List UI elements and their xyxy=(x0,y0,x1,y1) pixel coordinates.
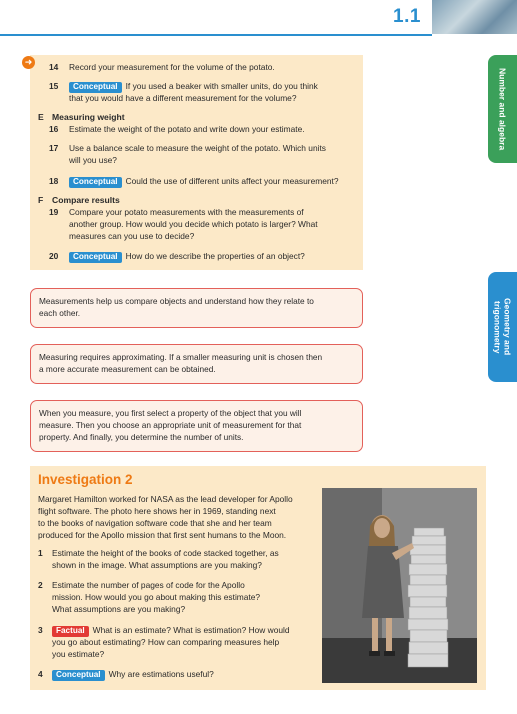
item-number: 1 xyxy=(38,548,43,558)
question-text: Record your measurement for the volume of the potato. xyxy=(69,62,275,72)
question-text: will you use? xyxy=(69,155,117,165)
tab-number-and-algebra[interactable]: Number and algebra xyxy=(488,55,517,163)
investigation-intro: Margaret Hamilton worked for NASA as the lead developer for Apollo xyxy=(38,494,293,504)
question-number: 16 xyxy=(49,124,59,134)
callout-text: Measuring requires approximating. If a smaller measuring unit is chosen then xyxy=(39,352,323,362)
question-number: 15 xyxy=(49,81,59,91)
callout-text: each other. xyxy=(39,308,81,318)
margaret-hamilton-photo xyxy=(322,488,477,683)
tab-geometry-and-trigonometry[interactable]: Geometry and trigonometry xyxy=(488,272,517,382)
item-text: What assumptions are you making? xyxy=(52,604,186,614)
callout-text: property. And finally, you determine the number of units. xyxy=(39,432,244,442)
arrow-icon: ➜ xyxy=(22,56,35,69)
question-text: Compare your potato measurements with the measurements of xyxy=(69,207,304,217)
header-rule xyxy=(0,34,432,36)
section-letter: E xyxy=(38,112,44,122)
section-title: Compare results xyxy=(52,195,120,205)
photo-illustration xyxy=(322,488,477,683)
conceptual-tag: Conceptual xyxy=(69,252,122,263)
question-number: 20 xyxy=(49,251,59,261)
investigation-title: Investigation 2 xyxy=(38,472,133,487)
callout-text: measure. Then you choose an appropriate unit of measurement for that xyxy=(39,420,302,430)
callout-box xyxy=(30,288,363,328)
callout-box xyxy=(30,344,363,384)
item-number: 2 xyxy=(38,580,43,590)
item-text: mission. How would you go about making this estimate? xyxy=(52,592,261,602)
factual-tag: Factual xyxy=(52,626,89,637)
question-text: Estimate the weight of the potato and write down your estimate. xyxy=(69,124,305,134)
item-text: Estimate the number of pages of code for the Apollo xyxy=(52,580,245,590)
item-text: shown in the image. What assumptions are you making? xyxy=(52,560,262,570)
item-text: you go about estimating? How can comparing measures help xyxy=(52,637,280,647)
item-text: Factual What is an estimate? What is estimation? How would xyxy=(52,625,329,637)
header-image xyxy=(432,0,517,34)
callout-text: Measurements help us compare objects and understand how they relate to xyxy=(39,296,314,306)
section-number: 1.1 xyxy=(393,6,421,27)
question-text: another group. How would you decide which potato is larger? What xyxy=(69,219,318,229)
item-text: Conceptual Why are estimations useful? xyxy=(52,669,329,681)
callout-box xyxy=(30,400,363,452)
investigation-intro: produced for the Apollo mission that first sent humans to the Moon. xyxy=(38,530,287,540)
section-title: Measuring weight xyxy=(52,112,125,122)
conceptual-tag: Conceptual xyxy=(69,82,122,93)
question-text: measures can you use to decide? xyxy=(69,231,195,241)
question-text: Use a balance scale to measure the weight of the potato. Which units xyxy=(69,143,326,153)
question-text: Conceptual If you used a beaker with smaller units, do you think xyxy=(69,81,318,93)
investigation-intro: flight software. The photo here shows her in 1969, standing next xyxy=(38,506,276,516)
item-text: Estimate the height of the books of code stacked together, as xyxy=(52,548,279,558)
question-text: Conceptual How do we describe the properties of an object? xyxy=(69,251,305,263)
question-text: Conceptual Could the use of different units affect your measurement? xyxy=(69,176,339,188)
section-letter: F xyxy=(38,195,44,205)
question-number: 19 xyxy=(49,207,59,217)
item-number: 4 xyxy=(38,669,43,679)
investigation-intro: to the books of navigation software code that she and her team xyxy=(38,518,272,528)
item-number: 3 xyxy=(38,625,43,635)
question-text: that you would have a different measurement for the volume? xyxy=(69,93,297,103)
question-number: 17 xyxy=(49,143,59,153)
callout-text: a more accurate measurement can be obtained. xyxy=(39,364,216,374)
question-number: 14 xyxy=(49,62,59,72)
question-number: 18 xyxy=(49,176,59,186)
item-text: you estimate? xyxy=(52,649,105,659)
conceptual-tag: Conceptual xyxy=(69,177,122,188)
callout-text: When you measure, you first select a property of the object that you will xyxy=(39,408,302,418)
conceptual-tag: Conceptual xyxy=(52,670,105,681)
